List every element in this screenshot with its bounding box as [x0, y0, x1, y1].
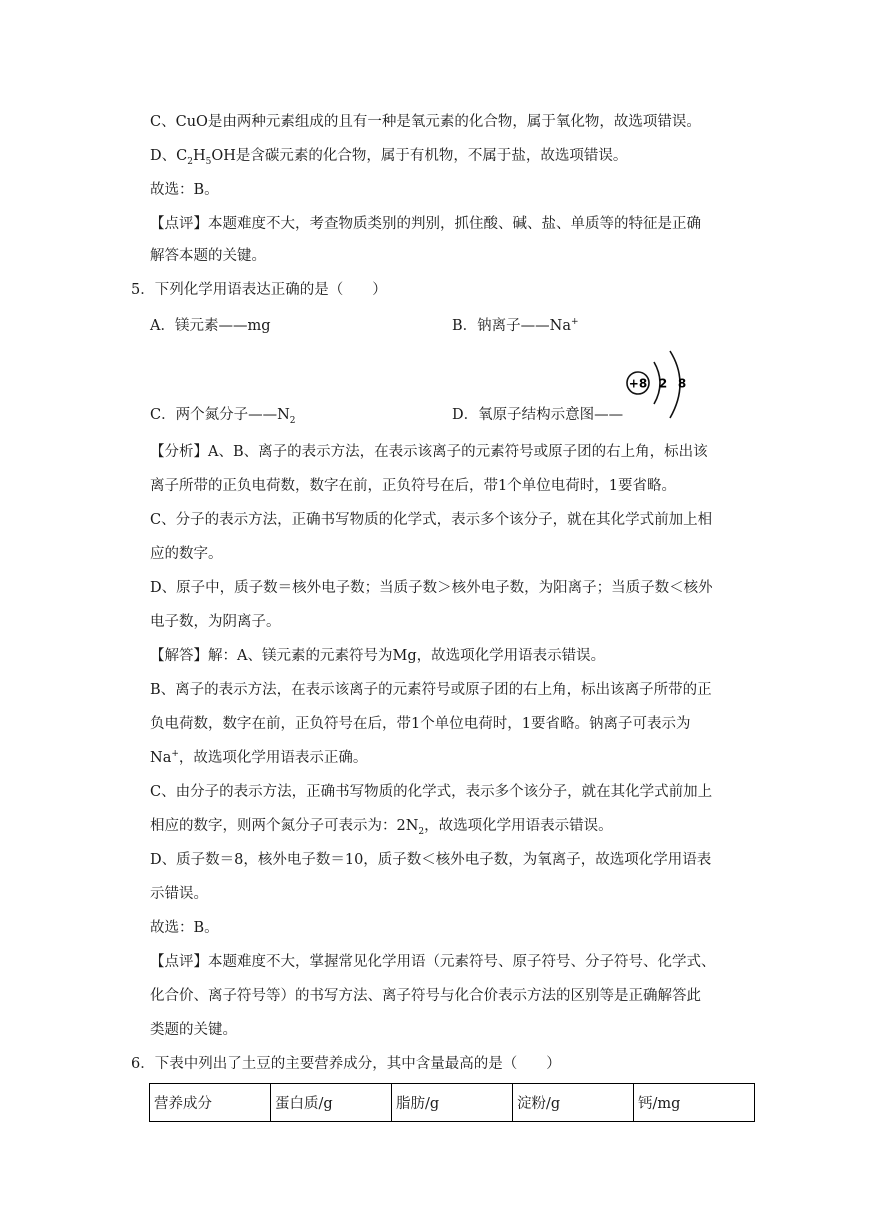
q5-solution-c-line1: C、由分子的表示方法，正确书写物质的化学式，表示多个该分子，就在其化学式前加上: [150, 784, 713, 800]
q5-solution-d-line2: 示错误。: [150, 886, 208, 902]
q5-option-b: B．钠离子——Na+: [452, 317, 579, 334]
q5-solution-c-line2: 相应的数字，则两个氮分子可表示为：$2N_2$，故选项化学用语表示错误。: [150, 818, 613, 837]
table-header-cell: 蛋白质/g: [271, 1084, 392, 1122]
q4-option-c-explanation: C、CuO是由两种元素组成的且有一种是氧元素的化合物，属于氧化物，故选项错误。: [150, 114, 701, 130]
q4-answer: 故选：B。: [150, 182, 219, 198]
q5-analysis-line6: 电子数，为阴离子。: [150, 614, 281, 630]
q5-option-d: D．氧原子结构示意图——: [452, 407, 624, 423]
q5-solution-b-line3: Na+，故选项化学用语表示正确。: [150, 749, 368, 766]
q5-analysis-line4: 应的数字。: [150, 546, 223, 562]
table-header-cell: 淀粉/g: [513, 1084, 634, 1122]
q5-stem: 5．下列化学用语表达正确的是（ ）: [131, 282, 387, 298]
shell1-electrons: 2: [658, 376, 668, 391]
q5-solution-b-line1: B、离子的表示方法，在表示该离子的元素符号或原子团的右上角，标出该离子所带的正: [150, 682, 712, 698]
q5-solution-a: 【解答】解：A、镁元素的元素符号为Mg，故选项化学用语表示错误。: [150, 648, 606, 664]
q5-analysis-line1: 【分析】A、B、离子的表示方法，在表示该离子的元素符号或原子团的右上角，标出该: [150, 444, 708, 460]
q5-option-c: C．两个氮分子$——N_2$: [150, 407, 296, 426]
q5-solution-d-line1: D、质子数＝8，核外电子数＝10，质子数＜核外电子数，为氧离子，故选项化学用语表: [150, 852, 712, 868]
q4-option-d-explanation: D、$C_2H_5OH$是含碳元素的化合物，属于有机物，不属于盐，故选项错误。: [150, 148, 628, 167]
oxygen-atom-structure-diagram: [624, 348, 688, 422]
shell2-electrons: 8: [677, 376, 687, 391]
q4-comment-line1: 【点评】本题难度不大，考查物质类别的判别，抓住酸、碱、盐、单质等的特征是正确: [150, 216, 701, 232]
q5-analysis-line3: C、分子的表示方法，正确书写物质的化学式，表示多个该分子，就在其化学式前加上相: [150, 512, 713, 528]
q5-option-a: A．镁元素——mg: [150, 318, 271, 334]
q5-answer: 故选：B。: [150, 920, 219, 936]
q5-analysis-line5: D、原子中，质子数＝核外电子数；当质子数＞核外电子数，为阳离子；当质子数＜核外: [150, 580, 713, 596]
nucleus-charge: +8: [628, 376, 648, 391]
q6-stem: 6．下表中列出了土豆的主要营养成分，其中含量最高的是（ ）: [131, 1056, 561, 1072]
q5-analysis-line2: 离子所带的正负电荷数，数字在前，正负符号在后，带1个单位电荷时，1要省略。: [150, 478, 676, 494]
q5-comment-line1: 【点评】本题难度不大，掌握常见化学用语（元素符号、原子符号、分子符号、化学式、: [150, 954, 716, 970]
q5-comment-line3: 类题的关键。: [150, 1022, 237, 1038]
q5-solution-b-line2: 负电荷数，数字在前，正负符号在后，带1个单位电荷时，1要省略。钠离子可表示为: [150, 716, 691, 732]
table-header-cell: 脂肪/g: [392, 1084, 513, 1122]
nutrition-table: [149, 1083, 755, 1122]
table-header-cell: 营养成分: [150, 1084, 271, 1122]
q4-comment-line2: 解答本题的关键。: [150, 248, 266, 264]
table-header-cell: 钙/mg: [634, 1084, 755, 1122]
table-header-row: [150, 1084, 755, 1122]
q5-comment-line2: 化合价、离子符号等）的书写方法、离子符号与化合价表示方法的区别等是正确解答此: [150, 988, 701, 1004]
